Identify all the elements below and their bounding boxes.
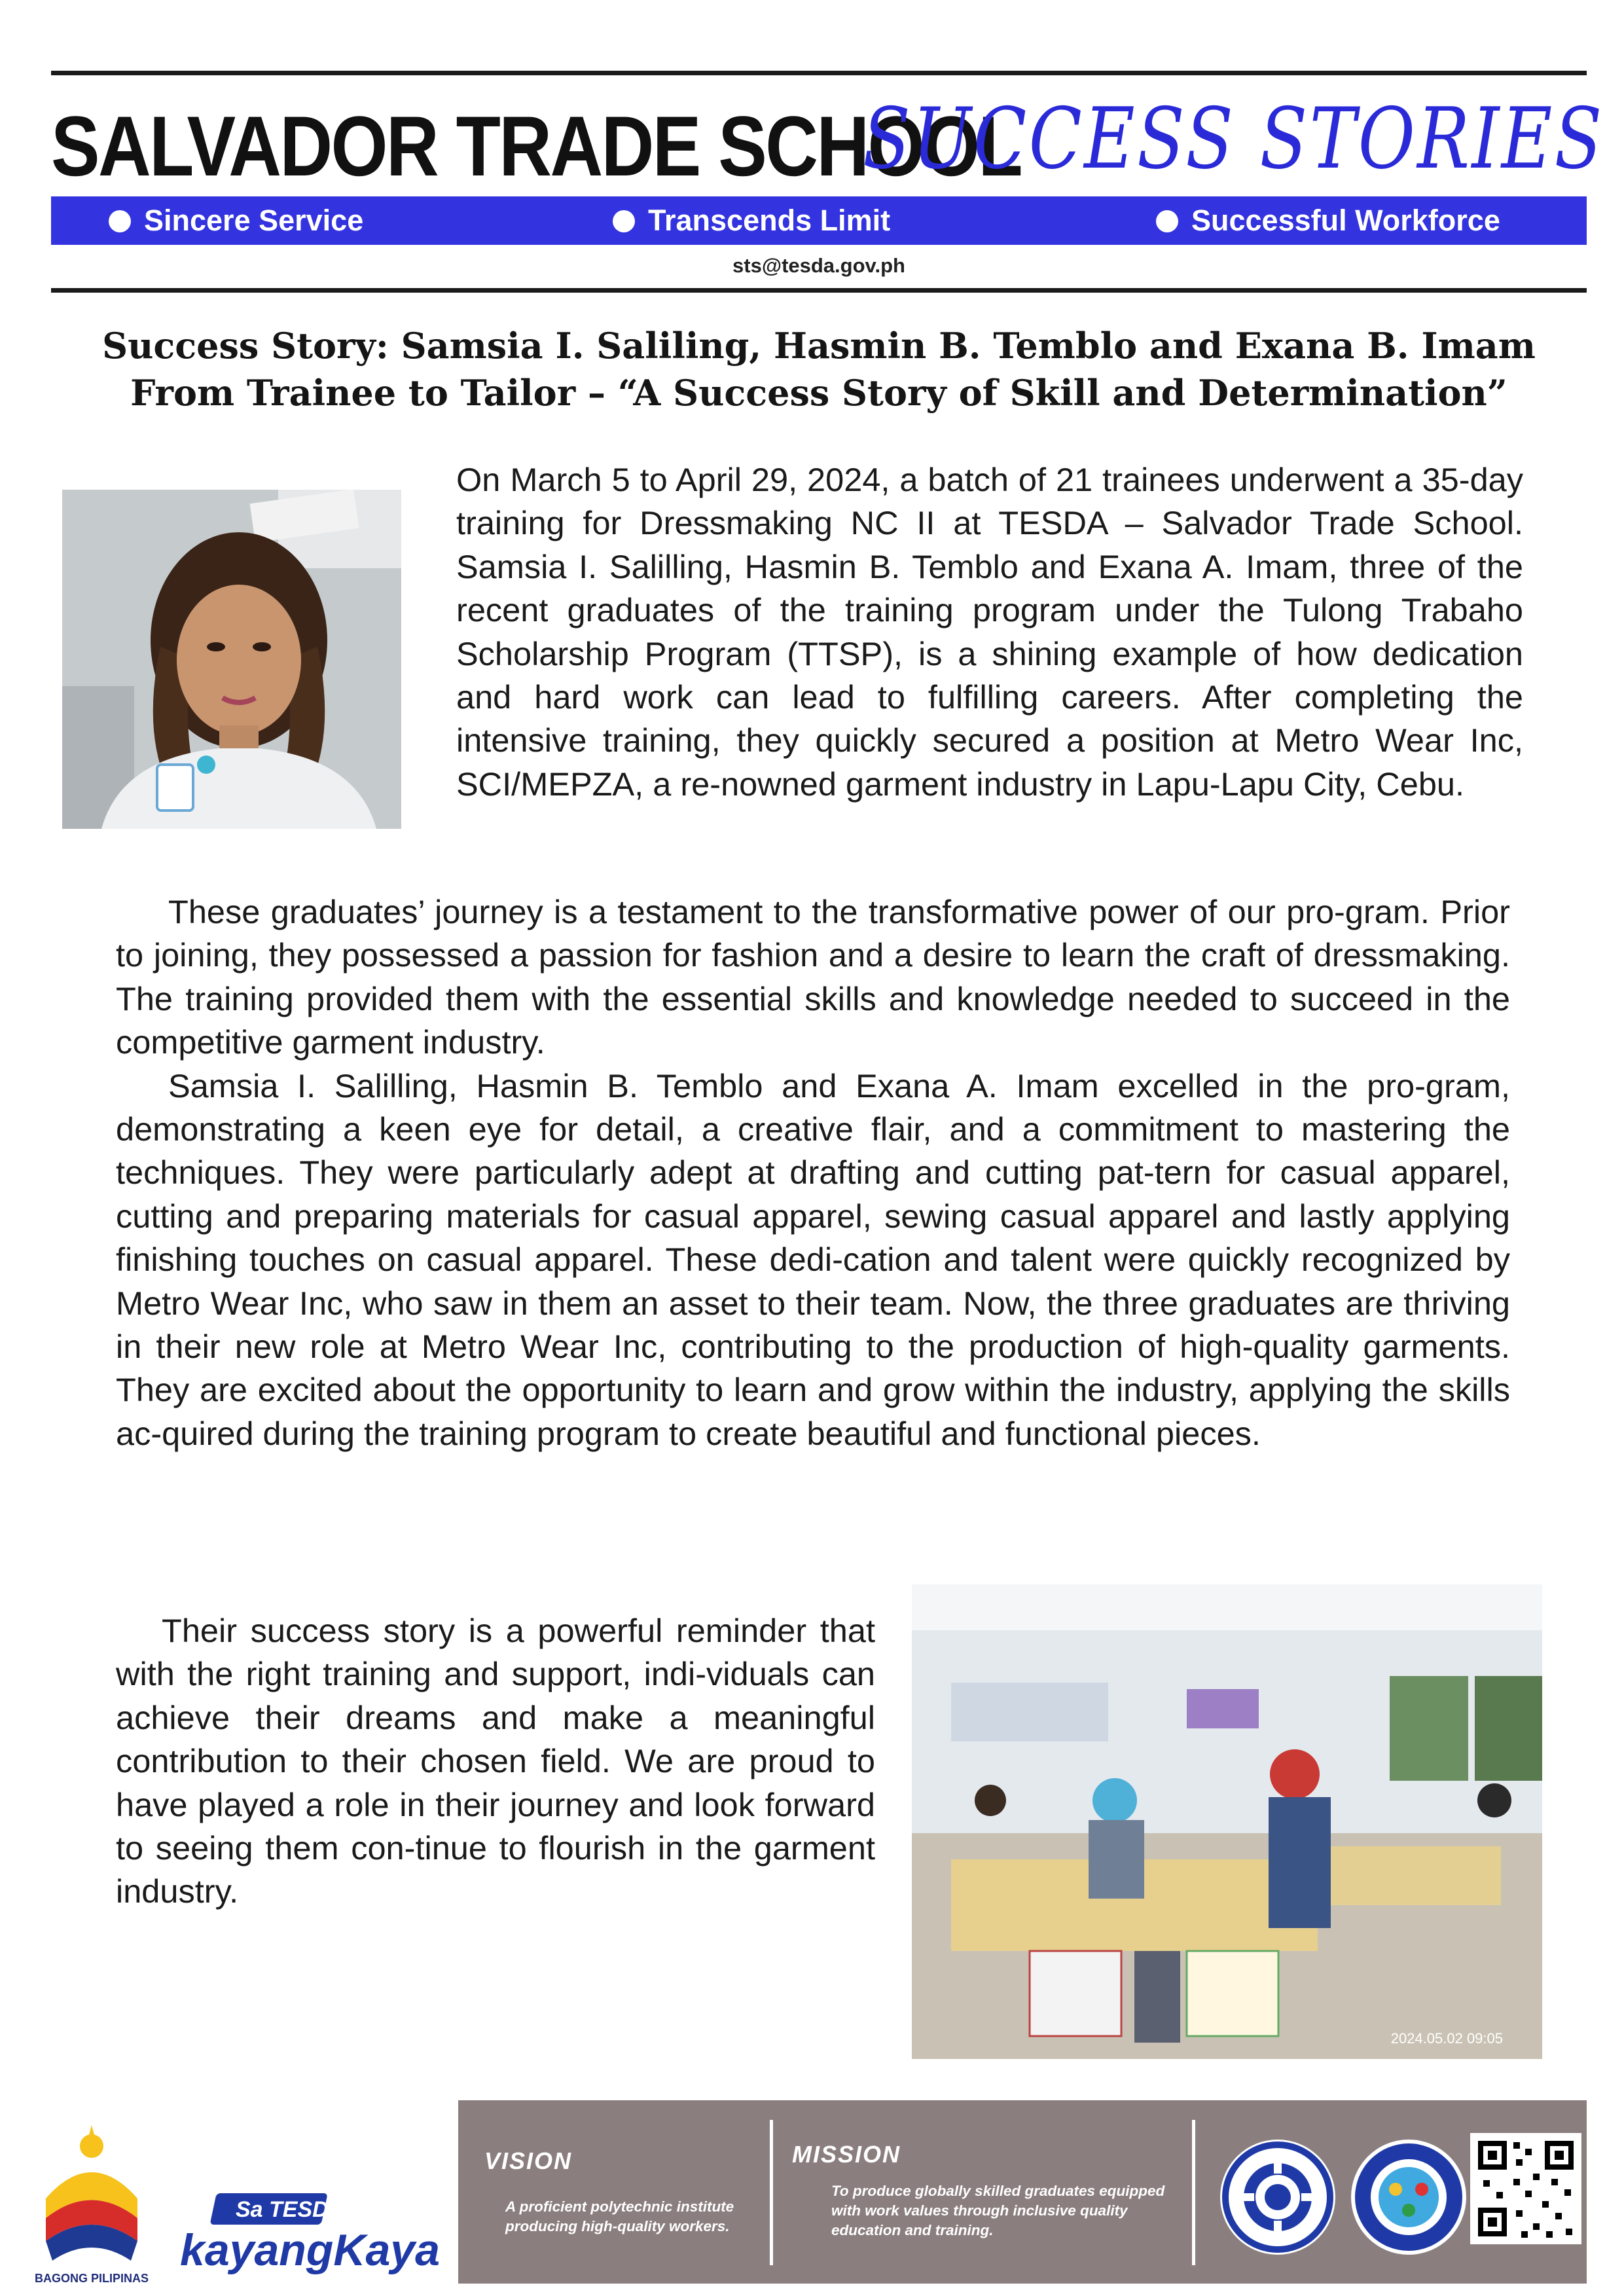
- story-paragraph-closing: Their success story is a powerful reminder that with the right training and support, indi-viduals can achieve their dreams and make a meaningful contribution to their chosen field. We are proud to have played a role in their journey and look forward to seeing them con-tinue to flourish in the garment industry.: [116, 1612, 875, 1910]
- contact-email[interactable]: sts@tesda.gov.ph: [732, 254, 905, 277]
- kayang-line2: kayangKaya: [180, 2225, 440, 2275]
- story-paragraph-journey: These graduates’ journey is a testament to the transformative power of our pro-gram. Prior to joining, they possessed a passion for fashion and a desire to learn the craft of dressmaking. The training provided them with the essential skills and knowledge needed to succeed in the competitive garment industry.: [116, 893, 1510, 1061]
- story-headline: [51, 322, 1587, 416]
- story-paragraph-intro: On March 5 to April 29, 2024, a batch of 21 trainees underwent a 35-day training for Dressmaking NC II at TESDA – Salvador Trade School. Samsia I. Salilling, Hasmin B. Temblo and Exana A. Imam, three of the recent graduates of the training program under the Tulong Trabaho Scholarship Program (TTSP), is a shining example of how dedication and hard work can lead to fulfilling careers. After completing the intensive training, they quickly secured a position at Metro Wear Inc, SCI/MEPZA, a re-nowned garment industry in Lapu-Lapu City, Cebu.: [456, 461, 1523, 803]
- header-bottom-rule: [51, 288, 1587, 293]
- qr-code[interactable]: [1470, 2133, 1581, 2244]
- mission-text: To produce globally skilled graduates equipped with work values through inclusive quality education and training.: [831, 2183, 1165, 2238]
- footer-divider: [1192, 2120, 1195, 2265]
- tesda-seal-logo: [1219, 2138, 1337, 2256]
- headline-subtitle: From Trainee to Tailor – “A Success Story of Skill and Determination”: [130, 372, 1507, 414]
- kayang-line1: Sa TESDA,: [236, 2197, 351, 2222]
- story-paragraph-achievements: Samsia I. Salilling, Hasmin B. Temblo and Exana A. Imam excelled in the pro-gram, demonstrating a keen eye for detail, a creative flair, and a commitment to mastering the techniques. They were particularly adept at drafting and cutting pat-tern for casual apparel, cutting and preparing materials for casual apparel, sewing casual apparel and lastly applying finishing touches on casual apparel. These dedi-cation and talent were quickly recognized by Metro Wear Inc, who saw in them an asset to their team. Now, the three graduates are thriving in their new role at Metro Wear Inc, contributing to the production of high-quality garments. They are excited about the opportunity to learn and grow within the industry, applying the skills ac-quired during the training program to create beautiful and functional pieces.: [116, 1066, 1510, 1452]
- header-top-rule: [51, 71, 1587, 75]
- classroom-photo: [912, 1584, 1542, 2059]
- vision-text: A proficient polytechnic institute producing high-quality workers.: [505, 2198, 734, 2234]
- motto-item: [613, 196, 890, 245]
- bagong-pilipinas-emblem: [26, 2120, 157, 2270]
- motto-label: Sincere Service: [144, 204, 364, 237]
- motto-item: [1156, 196, 1500, 245]
- sa-tesda-kayang-kaya-logo: [173, 2180, 455, 2278]
- story-paragraphs-main: [116, 890, 1510, 1455]
- motto-label: Successful Workforce: [1191, 204, 1500, 237]
- headline-names: Success Story: Samsia I. Saliling, Hasmin B. Temblo and Exana B. Imam: [102, 325, 1536, 367]
- salvador-trade-school-seal-logo: [1350, 2138, 1468, 2256]
- motto-item: [109, 196, 363, 245]
- motto-bar: [51, 196, 1587, 245]
- school-name: SALVADOR TRADE SCHOOL: [51, 98, 1022, 194]
- bagong-pilipinas-label: BAGONG PILIPINAS: [34, 2272, 149, 2285]
- classroom-illustration: [912, 1584, 1542, 2059]
- bullet-icon: [1156, 210, 1178, 232]
- graduate-portrait-photo: [62, 490, 401, 829]
- kayang-kaya-wordmark: [173, 2180, 455, 2278]
- footer-divider: [770, 2120, 773, 2265]
- vision-mission-panel: [458, 2100, 1587, 2284]
- bagong-pilipinas-logo: [26, 2120, 157, 2284]
- bullet-icon: [613, 210, 635, 232]
- photo-timestamp: 2024.05.02 09:05: [1390, 2030, 1503, 2047]
- bullet-icon: [109, 210, 131, 232]
- vision-title: VISION: [484, 2147, 573, 2174]
- mission-title: MISSION: [792, 2141, 901, 2168]
- portrait-illustration: [62, 490, 401, 829]
- motto-label: Transcends Limit: [648, 204, 891, 237]
- newsletter-title: SUCCESS STORIES: [863, 90, 1604, 188]
